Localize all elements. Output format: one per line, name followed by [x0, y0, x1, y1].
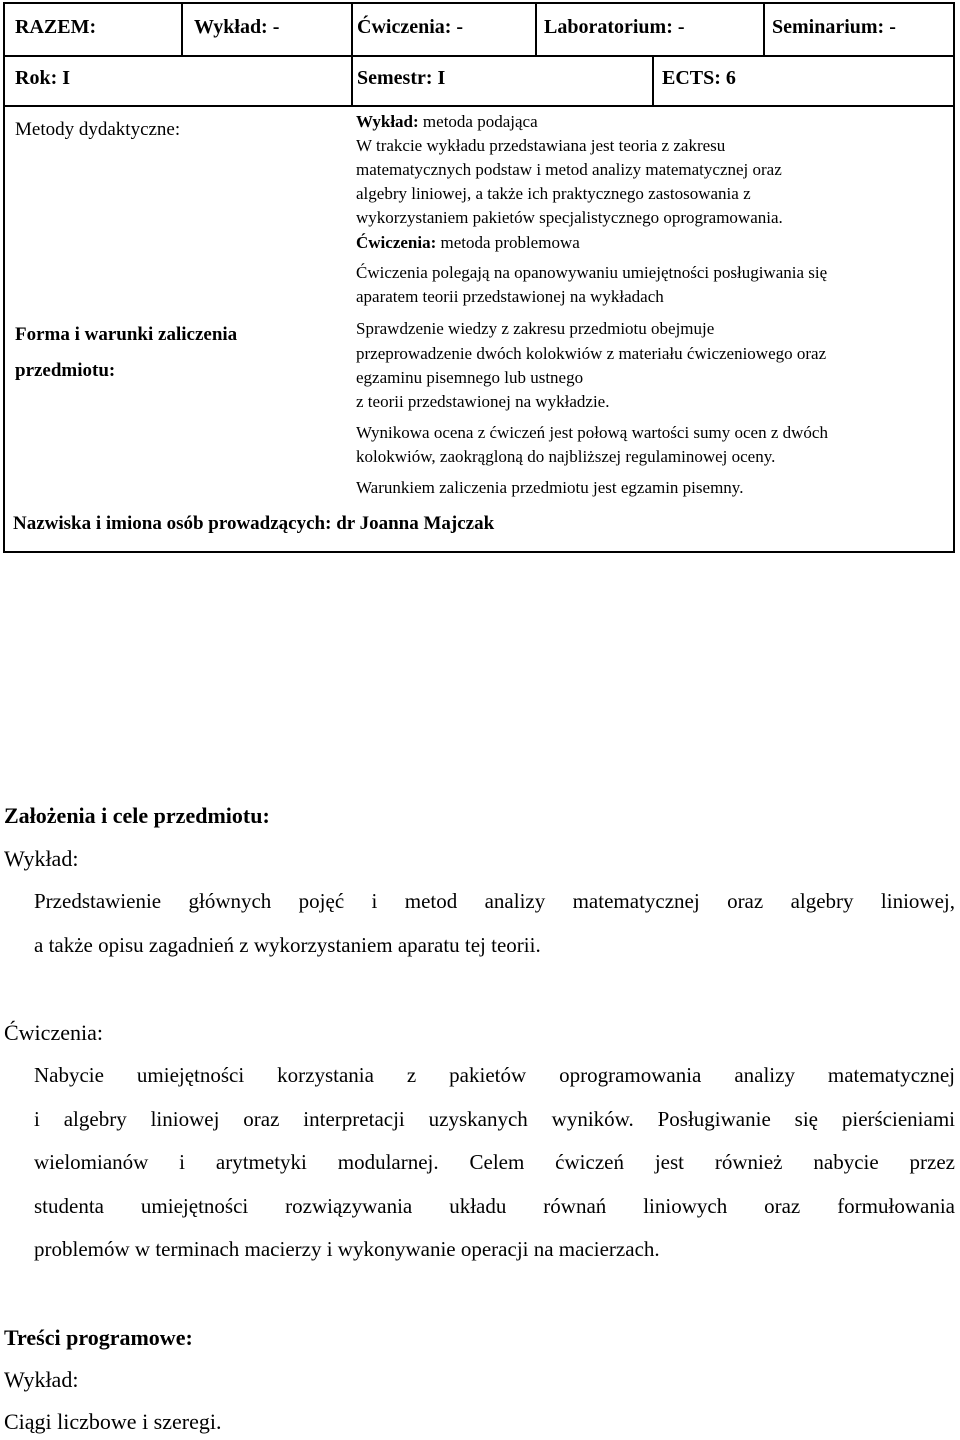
paragraph-line: i algebry liniowej oraz interpretacji uzyskanych wyników. Posługiwanie się pierścieniami: [34, 1106, 955, 1131]
col-divider: [351, 4, 353, 55]
seminarium-hours: Seminarium: -: [772, 16, 896, 38]
wyklad-method-line: [356, 110, 538, 134]
cwiczenia-hours: Ćwiczenia: -: [357, 16, 464, 38]
cwiczenia-method-label: Ćwiczenia:: [356, 233, 437, 252]
wyklad-desc-line: algebry liniowej, a także ich praktycznego zastosowania z: [356, 184, 751, 203]
paragraph-line: wielomianów i arytmetyki modularnej. Celem ćwiczeń jest również nabycie przez: [34, 1150, 955, 1174]
cwiczenia-desc-line: aparatem teorii przedstawionej na wykładach: [356, 287, 664, 306]
razem-label: RAZEM:: [15, 16, 97, 38]
zalozenia-cwiczenia-heading: Ćwiczenia:: [4, 1020, 103, 1045]
ects-label: ECTS: 6: [662, 67, 736, 89]
wyklad-desc-line: wykorzystaniem pakietów specjalistycznego oprogramowania.: [356, 208, 783, 227]
cwiczenia-desc-line: Ćwiczenia polegają na opanowywaniu umiejętności posługiwania się: [356, 263, 828, 282]
col-divider: [535, 4, 537, 55]
rok-label: Rok: I: [15, 67, 71, 89]
row-divider: [5, 55, 953, 57]
wyklad-method-value: metoda podająca: [418, 112, 538, 131]
laboratorium-hours: Laboratorium: -: [544, 16, 685, 38]
zalozenia-wyklad-heading: Wykład:: [4, 846, 79, 871]
paragraph-line: a także opisu zagadnień z wykorzystaniem aparatu tej teorii.: [34, 932, 541, 957]
semestr-label: Semestr: I: [357, 67, 446, 89]
tresci-heading: Treści programowe:: [4, 1325, 193, 1350]
col-divider: [652, 55, 654, 105]
ocena-line: kolokwiów, zaokrągloną do najbliższej regulaminowej oceny.: [356, 447, 776, 466]
row-divider: [5, 105, 953, 107]
wyklad-desc-line: matematycznych podstaw i metod analizy matematycznej oraz: [356, 160, 782, 179]
paragraph-line: Przedstawienie głównych pojęć i metod analizy matematycznej oraz algebry liniowej,: [34, 889, 955, 913]
forma-line: z teorii przedstawionej na wykładzie.: [356, 392, 610, 411]
cwiczenia-method-line: [356, 231, 580, 255]
paragraph-line: studenta umiejętności rozwiązywania układu równań liniowych oraz formułowania: [34, 1193, 955, 1218]
col-divider: [351, 55, 353, 105]
col-divider: [763, 4, 765, 55]
col-divider: [181, 4, 183, 55]
wyklad-method-label: Wykład:: [356, 112, 419, 131]
tresci-wyklad-heading: Wykład:: [4, 1367, 79, 1392]
forma-label-line2: przedmiotu:: [15, 360, 116, 381]
forma-line: Sprawdzenie wiedzy z zakresu przedmiotu obejmuje: [356, 319, 715, 338]
paragraph-line: Nabycie umiejętności korzystania z pakietów oprogramowania analizy matematycznej: [34, 1063, 955, 1087]
zalozenia-heading: Założenia i cele przedmiotu:: [4, 803, 270, 828]
cwiczenia-method-value: metoda problemowa: [436, 233, 580, 252]
paragraph-line: problemów w terminach macierzy i wykonywanie operacji na macierzach.: [34, 1237, 660, 1261]
ocena-line: Wynikowa ocena z ćwiczeń jest połową wartości sumy ocen z dwóch: [356, 423, 828, 442]
metody-label: Metody dydaktyczne:: [15, 119, 181, 140]
wyklad-desc-line: W trakcie wykładu przedstawiana jest teoria z zakresu: [356, 136, 726, 155]
forma-line: przeprowadzenie dwóch kolokwiów z materiału ćwiczeniowego oraz: [356, 344, 827, 363]
wyklad-hours: Wykład: -: [194, 16, 280, 38]
prowadzacy-line: Nazwiska i imiona osób prowadzących: dr Joanna Majczak: [13, 513, 495, 534]
forma-line: egzaminu pisemnego lub ustnego: [356, 368, 584, 387]
tresci-first-item: Ciągi liczbowe i szeregi.: [4, 1409, 222, 1434]
warunek-line: Warunkiem zaliczenia przedmiotu jest egzamin pisemny.: [356, 478, 744, 497]
course-info-table: [3, 2, 955, 553]
zalozenia-wyklad-paragraph: [34, 880, 955, 967]
forma-label-line1: Forma i warunki zaliczenia: [15, 324, 238, 345]
zalozenia-cwiczenia-paragraph: [34, 1054, 955, 1272]
